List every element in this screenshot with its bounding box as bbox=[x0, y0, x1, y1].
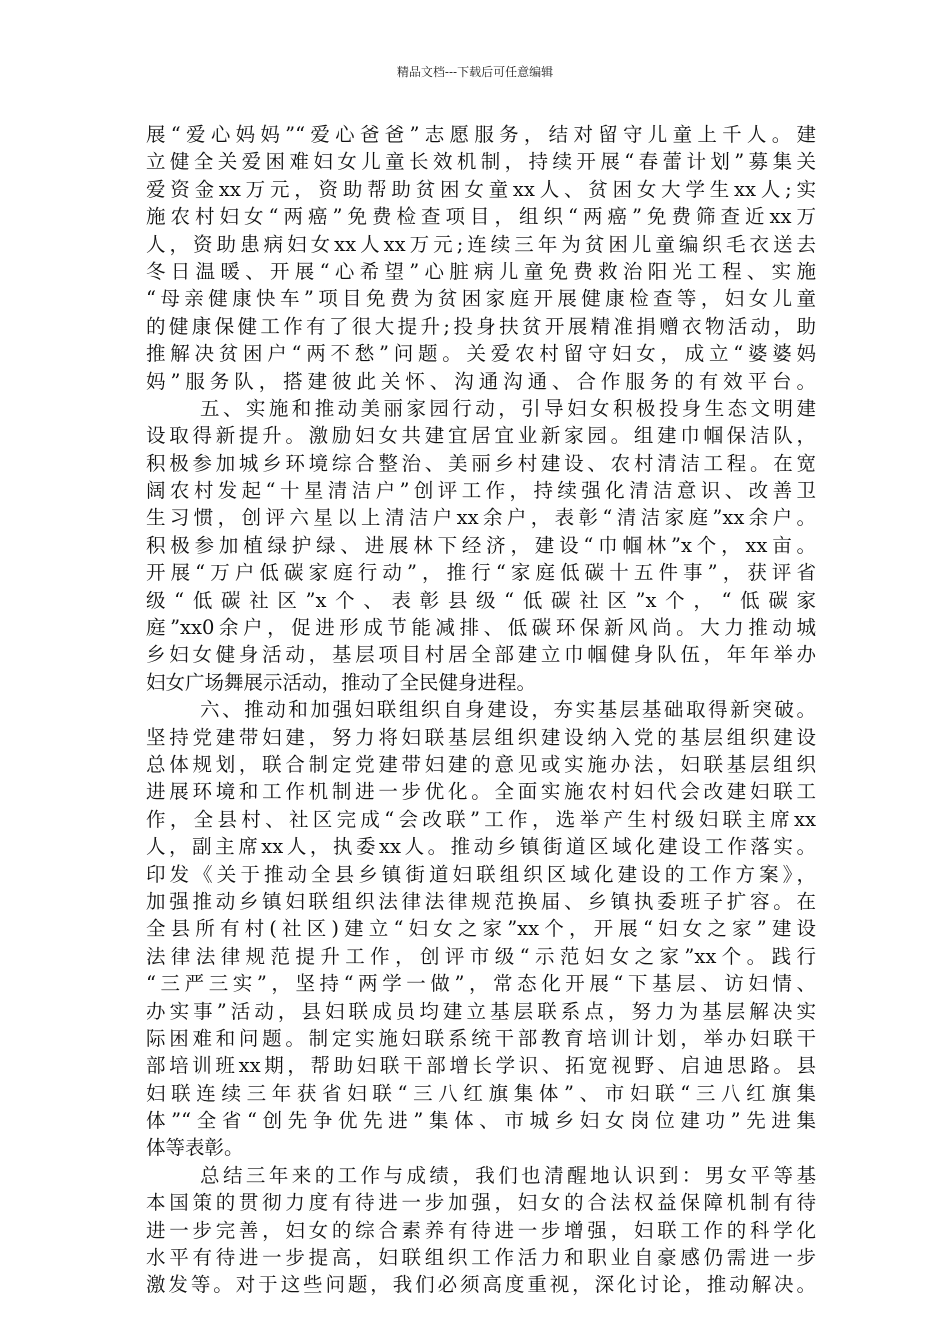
text-line: 开展“万户低碳家庭行动”，推行“家庭低碳十五件事”，获评省 bbox=[146, 561, 816, 585]
text-line: 部培训班xx期，帮助妇联干部增长学识、拓宽视野、启迪思路。县 bbox=[146, 1054, 816, 1078]
text-line: 爱资金xx万元，资助帮助贫困女童xx人、贫困女大学生xx人;实 bbox=[146, 177, 816, 201]
text-line: 阔农村发起“十星清洁户”创评工作，持续强化清洁意识、改善卫 bbox=[146, 479, 816, 503]
text-line: 加强推动乡镇妇联组织法律法律规范换届、乡镇执委班子扩容。在 bbox=[146, 889, 816, 913]
text-line: 妈”服务队，搭建彼此关怀、沟通沟通、合作服务的有效平台。 bbox=[146, 369, 816, 393]
text-line: 坚持党建带妇建，努力将妇联基层组织建设纳入党的基层组织建设 bbox=[146, 725, 816, 749]
text-line: 体”“全省“创先争优先进”集体、市城乡妇女岗位建功”先进集 bbox=[146, 1109, 816, 1133]
paragraph bbox=[146, 121, 816, 395]
text-line: 积极参加植绿护绿、进展林下经济，建设“巾帼林”x个，xx亩。 bbox=[146, 533, 816, 557]
text-line: 总结三年来的工作与成绩，我们也清醒地认识到：男女平等基 bbox=[200, 1163, 816, 1187]
page-header: 精品文档---下载后可任意编辑 bbox=[396, 65, 554, 79]
text-line: 全县所有村(社区)建立“妇女之家”xx个，开展“妇女之家”建设 bbox=[146, 917, 816, 941]
text-line: 积极参加城乡环境综合整治、美丽乡村建设、农村清洁工程。在宽 bbox=[146, 451, 816, 475]
text-line: 水平有待进一步提高，妇联组织工作活力和职业自豪感仍需进一步 bbox=[146, 1246, 816, 1270]
text-line: “三严三实”，坚持“两学一做”，常态化开展“下基层、访妇情、 bbox=[146, 972, 816, 996]
text-line: 生习惯，创评六星以上清洁户xx余户，表彰“清洁家庭”xx余户。 bbox=[146, 506, 816, 530]
text-line: 人，资助患病妇女xx人xx万元;连续三年为贫困儿童编织毛衣送去 bbox=[146, 232, 816, 256]
text-line: 本国策的贯彻力度有待进一步加强，妇女的合法权益保障机制有待 bbox=[146, 1191, 816, 1215]
text-line: 推解决贫困户“两不愁”问题。关爱农村留守妇女，成立“婆婆妈 bbox=[146, 342, 816, 366]
text-line: 人，副主席xx人，执委xx人。推动乡镇街道区域化建设工作落实。 bbox=[146, 835, 816, 859]
text-line: 级“低碳社区”x个、表彰县级“低碳社区”x个，“低碳家 bbox=[146, 588, 816, 612]
text-line: 进一步完善，妇女的综合素养有待进一步增强，妇联工作的科学化 bbox=[146, 1218, 816, 1242]
text-line: 法律法律规范提升工作，创评市级“示范妇女之家”xx个。践行 bbox=[146, 944, 816, 968]
text-line: 冬日温暖、开展“心希望”心脏病儿童免费救治阳光工程、实施 bbox=[146, 259, 816, 283]
text-line: 印发《关于推动全县乡镇街道妇联组织区域化建设的工作方案》， bbox=[146, 862, 816, 886]
text-line: 施农村妇女“两癌”免费检查项目，组织“两癌”免费筛查近xx万 bbox=[146, 205, 816, 229]
text-line: 激发等。对于这些问题，我们必须高度重视，深化讨论，推动解决。 bbox=[146, 1273, 816, 1297]
text-line: 妇联连续三年获省妇联“三八红旗集体”、市妇联“三八红旗集 bbox=[146, 1081, 816, 1105]
text-line: 六、推动和加强妇联组织自身建设，夯实基层基础取得新突破。 bbox=[200, 698, 816, 722]
text-line: 总体规划，联合制定党建带妇建的意见或实施办法，妇联基层组织 bbox=[146, 752, 816, 776]
text-line: 际困难和问题。制定实施妇联系统干部教育培训计划，举办妇联干 bbox=[146, 1026, 816, 1050]
text-line: 乡妇女健身活动，基层项目村居全部建立巾帼健身队伍，年年举办 bbox=[146, 643, 816, 667]
text-line: 的健康保健工作有了很大提升;投身扶贫开展精准捐赠衣物活动，助 bbox=[146, 314, 816, 338]
paragraph bbox=[146, 395, 816, 696]
text-line: 设取得新提升。激励妇女共建宜居宜业新家园。组建巾帼保洁队， bbox=[146, 424, 816, 448]
text-line: 办实事”活动，县妇联成员均建立基层联系点，努力为基层解决实 bbox=[146, 999, 816, 1023]
text-line: 进展环境和工作机制进一步优化。全面实施农村妇代会改建妇联工 bbox=[146, 780, 816, 804]
paragraph bbox=[146, 1162, 816, 1299]
text-line: 五、实施和推动美丽家园行动，引导妇女积极投身生态文明建 bbox=[200, 396, 816, 420]
text-line: “母亲健康快车”项目免费为贫困家庭开展健康检查等，妇女儿童 bbox=[146, 287, 816, 311]
document-body bbox=[146, 121, 816, 1299]
text-line: 展“爱心妈妈”“爱心爸爸”志愿服务，结对留守儿童上千人。建 bbox=[146, 123, 816, 146]
text-line: 立健全关爱困难妇女儿童长效机制，持续开展“春蕾计划”募集关 bbox=[146, 150, 816, 174]
paragraph bbox=[146, 696, 816, 1162]
text-line: 妇女广场舞展示活动，推动了全民健身进程。 bbox=[146, 670, 537, 694]
text-line: 庭”xx0余户，促进形成节能减排、低碳环保新风尚。大力推动城 bbox=[146, 616, 816, 640]
text-line: 作，全县村、社区完成“会改联”工作，选举产生村级妇联主席xx bbox=[146, 807, 816, 831]
text-line: 体等表彰。 bbox=[146, 1136, 244, 1160]
